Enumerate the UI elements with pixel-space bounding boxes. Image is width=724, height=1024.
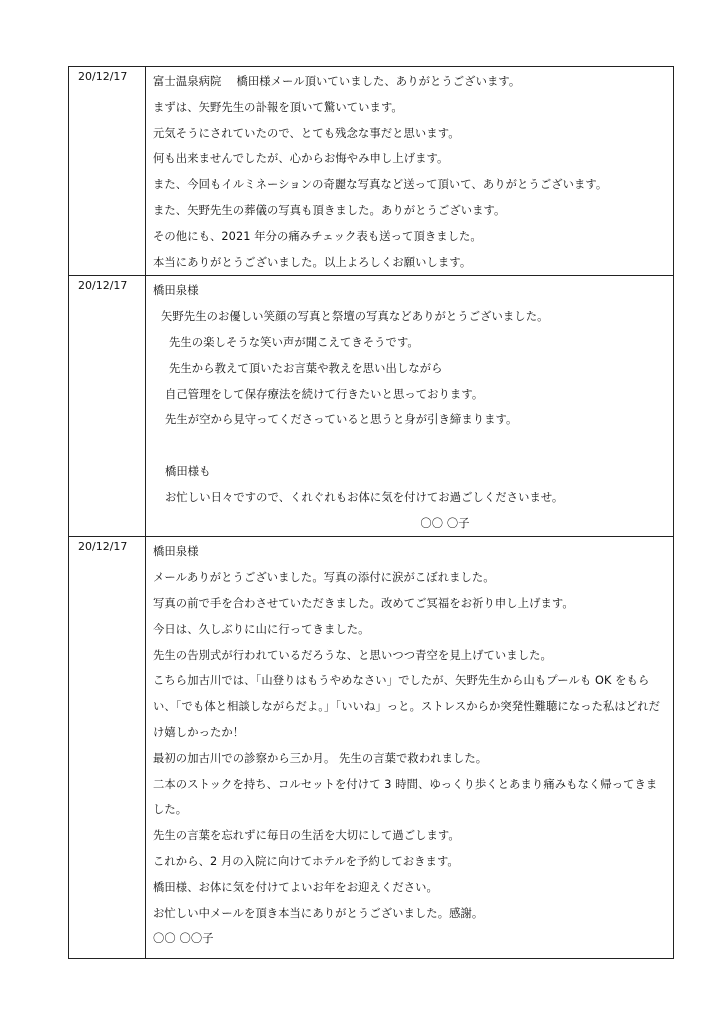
entry-line: 今日は、久しぶりに山に行ってきました。 bbox=[153, 622, 370, 636]
entry-line: 矢野先生のお優しい笑顔の写真と祭壇の写真などありがとうございました。 bbox=[161, 310, 549, 324]
entry-line: 先生が空から見守ってくださっていると思うと身が引き締まります。 bbox=[165, 413, 518, 427]
entry-line: 先生から教えて頂いたお言葉や教えを思い出しながら bbox=[169, 361, 443, 375]
entry-line: 先生の告別式が行われているだろうな、と思いつつ青空を見上げていました。 bbox=[153, 648, 552, 662]
entry-line: 最初の加古川での診察から三か月。 先生の言葉で救われました。 bbox=[153, 751, 488, 765]
entry-line: こちら加古川では、「山登りはもうやめなさい」でしたが、矢野先生から山もプールも OK をもらい、「でも体と相談しながらだよ。」「いいね」っと。ストレスからか突発性難聴になった私はどれだけ嬉しかったか！ bbox=[153, 674, 660, 739]
entry-line: 先生の言葉を忘れずに毎日の生活を大切にして過ごします。 bbox=[153, 829, 460, 843]
entry-line: 自己管理をして保存療法を続けて行きたいと思っております。 bbox=[165, 387, 484, 401]
entry-line: 写真の前で手を合わさせていただきました。改めてご冥福をお祈り申し上げます。 bbox=[153, 596, 574, 610]
table-row bbox=[69, 276, 674, 537]
entry-line: 橋田泉様 bbox=[153, 284, 199, 298]
entry-line: 二本のストックを持ち、コルセットを付けて 3 時間、ゆっくり歩くとあまり痛みもなく帰ってきました。 bbox=[153, 777, 658, 817]
entry-body bbox=[146, 67, 674, 276]
entry-body bbox=[146, 537, 674, 959]
table-row bbox=[69, 537, 674, 959]
signature: 〇〇 〇〇子 bbox=[153, 932, 214, 946]
signature: 〇〇 〇子 bbox=[420, 516, 470, 530]
entry-line: 橋田様、お体に気を付けてよいお年をお迎えください。 bbox=[153, 880, 438, 894]
entry-line: これから、2 月の入院に向けてホテルを予約しておきます。 bbox=[153, 854, 459, 868]
entry-date: 20/12/17 bbox=[69, 67, 146, 276]
entry-line: お忙しい日々ですので、くれぐれもお体に気を付けてお過ごしくださいませ。 bbox=[165, 490, 564, 504]
entry-date: 20/12/17 bbox=[69, 276, 146, 537]
entry-date: 20/12/17 bbox=[69, 537, 146, 959]
entry-line: その他にも、2021 年分の痛みチェック表も送って頂きました。 bbox=[153, 229, 482, 243]
entry-line: 先生の楽しそうな笑い声が聞こえてきそうです。 bbox=[169, 335, 419, 349]
table-row bbox=[69, 67, 674, 276]
entry-line: また、今回もイルミネーションの奇麗な写真など送って頂いて、ありがとうございます。 bbox=[153, 178, 608, 192]
entry-line: 橋田泉様 bbox=[153, 545, 199, 559]
entry-body bbox=[146, 276, 674, 537]
entry-line: 本当にありがとうございました。以上よろしくお願いします。 bbox=[153, 255, 472, 269]
entry-line: メールありがとうございました。写真の添付に涙がこぼれました。 bbox=[153, 571, 495, 585]
entry-line: また、矢野先生の葬儀の写真も頂きました。ありがとうございます。 bbox=[153, 203, 506, 217]
entry-line: 富士温泉病院 橋田様メール頂いていました、ありがとうございます。 bbox=[153, 75, 521, 88]
entry-line: 元気そうにされていたので、とても残念な事だと思います。 bbox=[153, 126, 460, 140]
entry-line: 何も出来ませんでしたが、心からお悔やみ申し上げます。 bbox=[153, 152, 449, 166]
blank-line bbox=[153, 433, 667, 459]
entry-line: 橋田様も bbox=[165, 464, 211, 478]
document-page bbox=[68, 66, 674, 959]
message-log-table bbox=[68, 66, 674, 959]
entry-line: お忙しい中メールを頂き本当にありがとうございました。感謝。 bbox=[153, 906, 484, 920]
entry-line: まずは、矢野先生の訃報を頂いて驚いています。 bbox=[153, 100, 403, 114]
